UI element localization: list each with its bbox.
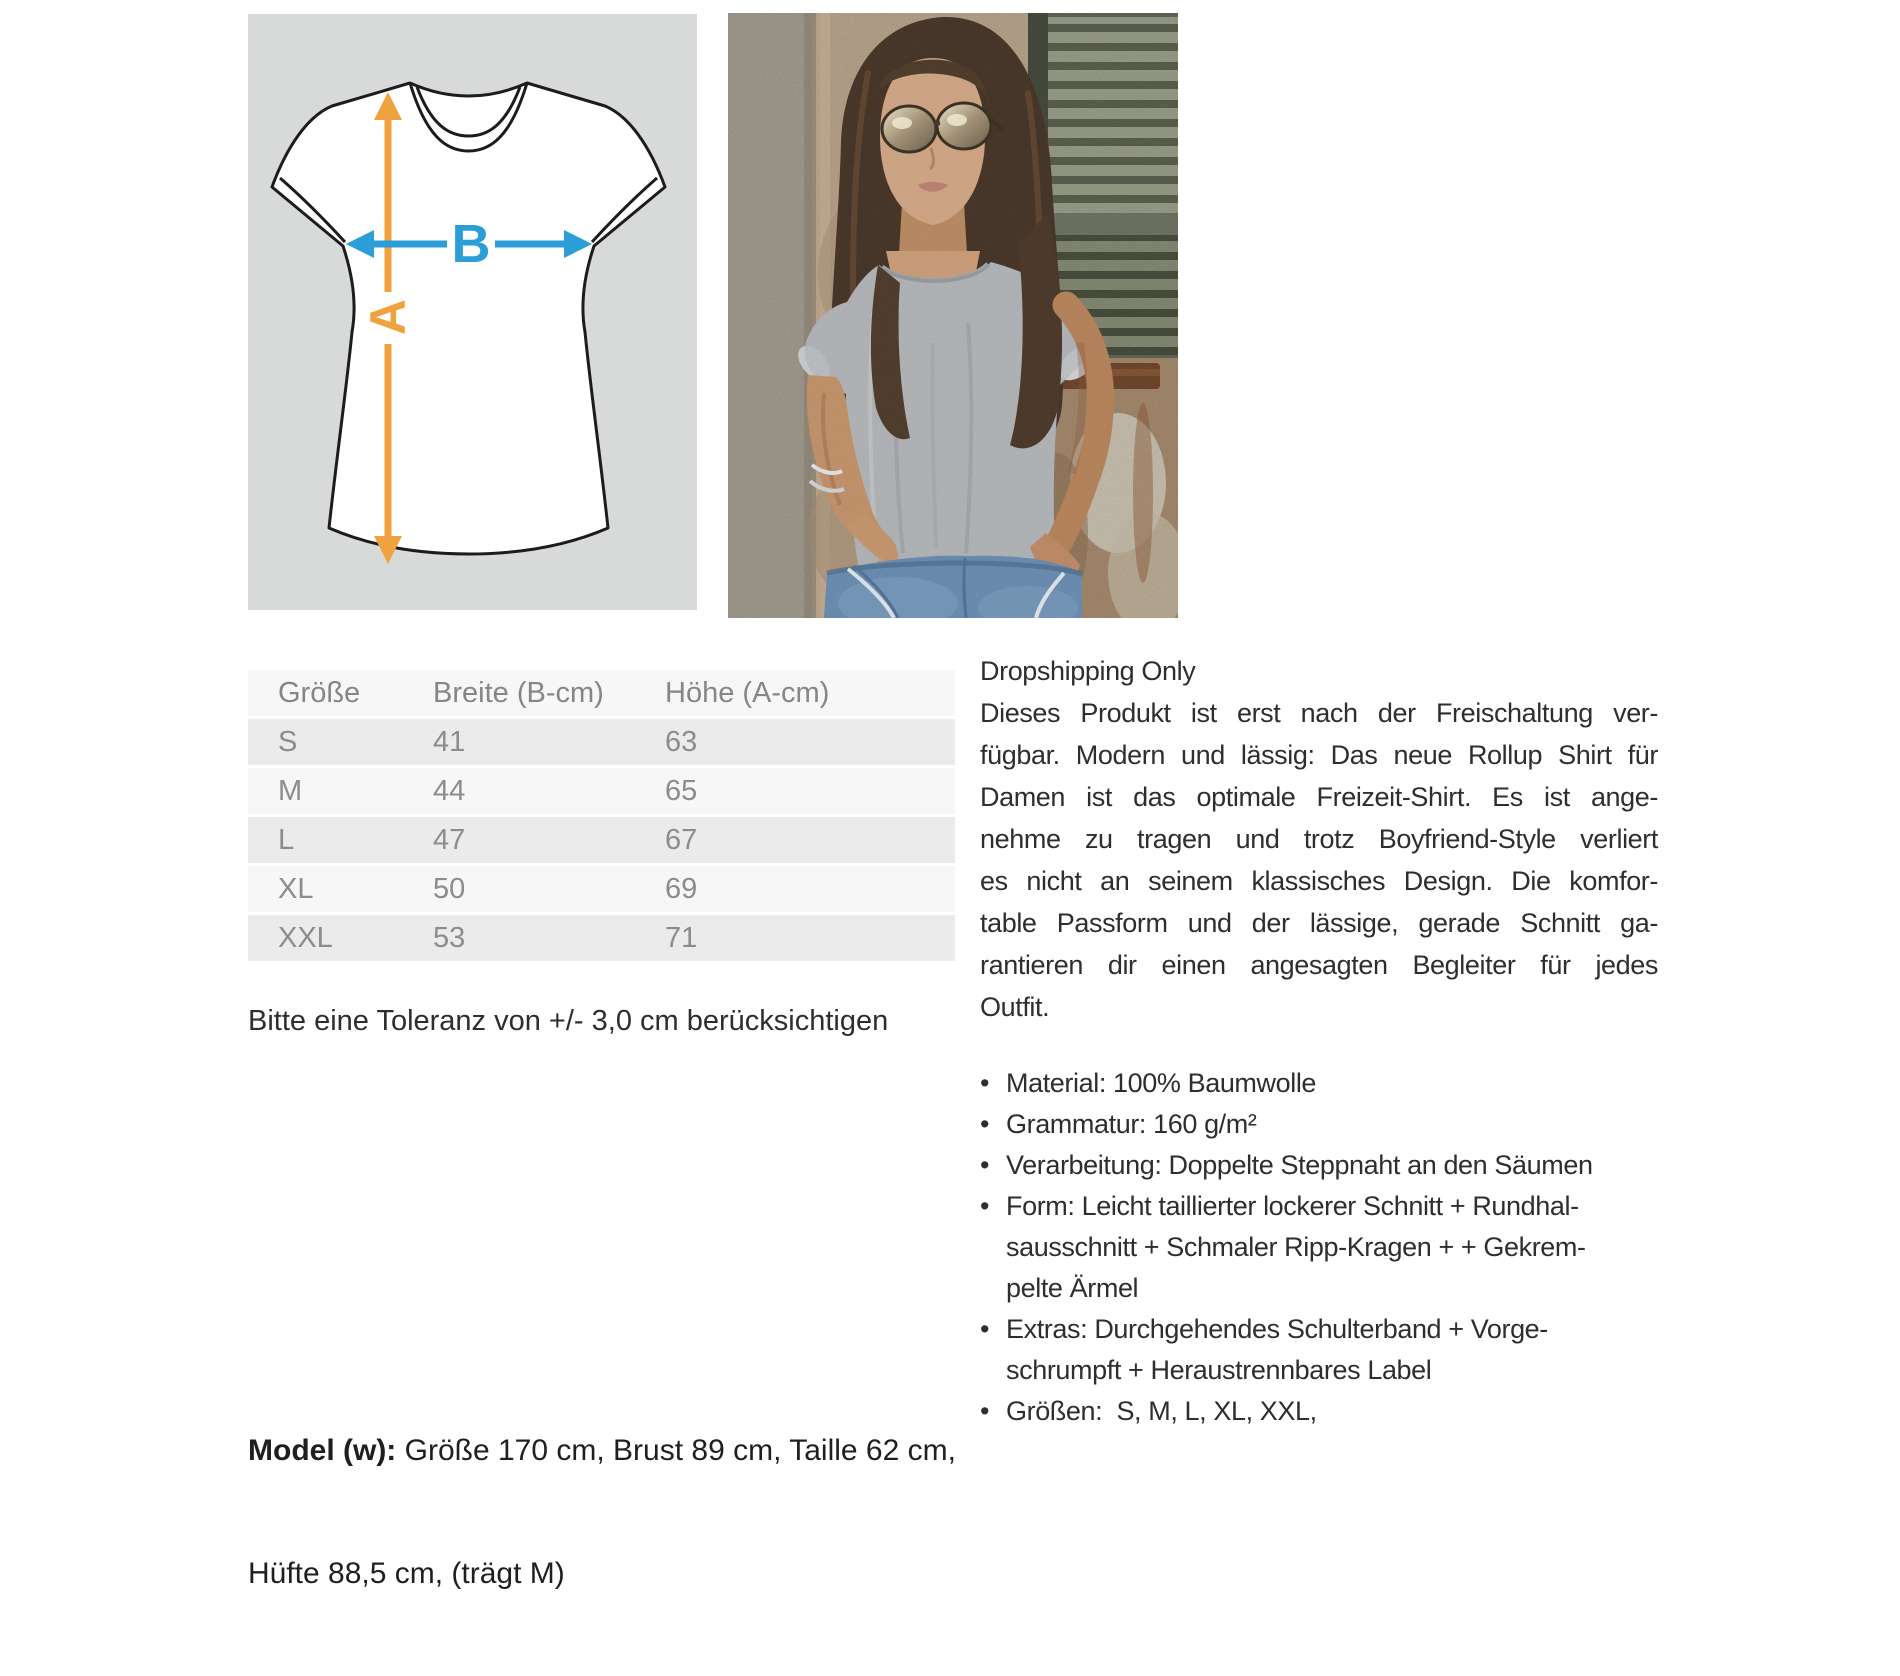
- bullet-item: [980, 1063, 1658, 1104]
- bullet-item: [980, 1391, 1658, 1432]
- cell-size: M: [278, 775, 303, 807]
- bullet-item-continuation: [980, 1227, 1658, 1268]
- bullet-item-continuation: [980, 1268, 1658, 1309]
- cell-width: 50: [433, 873, 466, 905]
- measure-label-a: A: [360, 298, 416, 336]
- col-header-height: Höhe (A-cm): [665, 677, 830, 709]
- table-row-l: [248, 817, 955, 863]
- bullet-text: pelte Ärmel: [1006, 1273, 1139, 1303]
- cell-size: L: [278, 824, 295, 856]
- measure-label-b: B: [451, 214, 491, 274]
- size-table: [248, 670, 955, 964]
- bullet-marker: •: [980, 1150, 990, 1180]
- bullet-text: sausschnitt + Schmaler Ripp-Kragen + + Gekrem-: [1006, 1232, 1586, 1262]
- product-description: [980, 650, 1658, 1432]
- bullet-text: Grammatur: 160 g/m²: [1006, 1109, 1257, 1139]
- table-row-s: [248, 719, 955, 765]
- description-paragraph: [980, 692, 1658, 1028]
- tshirt-outline: [272, 83, 665, 554]
- feature-bullet-list: [980, 1063, 1658, 1432]
- cell-height: 69: [665, 873, 698, 905]
- model-measurements-note: [248, 1348, 956, 1676]
- size-table-header-row: [248, 670, 955, 716]
- paragraph-line: rantieren dir einen angesagten Begleiter für jedes: [980, 950, 1658, 980]
- bullet-text: Extras: Durchgehendes Schulterband + Vorge-: [1006, 1314, 1548, 1344]
- bullet-item: [980, 1309, 1658, 1350]
- paragraph-line: fügbar. Modern und lässig: Das neue Rollup Shirt für: [980, 740, 1658, 770]
- description-heading: Dropshipping Only: [980, 656, 1196, 686]
- model-note-line2: Hüfte 88,5 cm, (trägt M): [248, 1557, 565, 1590]
- bullet-item: [980, 1186, 1658, 1227]
- bullet-text: Größen: S, M, L, XL, XXL,: [1006, 1396, 1317, 1426]
- tshirt-diagram-svg: [248, 14, 697, 610]
- bullet-text: Verarbeitung: Doppelte Steppnaht an den Säumen: [1006, 1150, 1593, 1180]
- paragraph-line: es nicht an seinem klassisches Design. Die komfor-: [980, 866, 1658, 896]
- bullet-text: schrumpft + Heraustrennbares Label: [1006, 1355, 1432, 1385]
- cell-height: 65: [665, 775, 698, 807]
- tolerance-note: Bitte eine Toleranz von +/- 3,0 cm berücksichtigen: [248, 1005, 889, 1037]
- paragraph-line: Damen ist das optimale Freizeit-Shirt. Es ist ange-: [980, 782, 1658, 812]
- cell-size: S: [278, 726, 298, 758]
- model-note-line1: [248, 1430, 956, 1471]
- paragraph-line: table Passform und der lässige, gerade Schnitt ga-: [980, 908, 1658, 938]
- col-header-size: Größe: [278, 677, 361, 709]
- cell-height: 67: [665, 824, 698, 856]
- paragraph-line: nehme zu tragen und trotz Boyfriend-Style verliert: [980, 824, 1658, 854]
- cell-width: 53: [433, 922, 466, 954]
- model-photo: [728, 13, 1178, 618]
- model-note-label: Model (w):: [248, 1434, 397, 1467]
- bullet-item: [980, 1145, 1658, 1186]
- bullet-text: Form: Leicht taillierter lockerer Schnitt + Rundhal-: [1006, 1191, 1579, 1221]
- bullet-marker: •: [980, 1191, 990, 1221]
- tshirt-measure-diagram: [248, 14, 697, 610]
- bullet-item-continuation: [980, 1350, 1658, 1391]
- bullet-marker: •: [980, 1314, 990, 1344]
- cell-height: 63: [665, 726, 698, 758]
- cell-width: 47: [433, 824, 466, 856]
- cell-width: 41: [433, 726, 466, 758]
- bullet-text: Material: 100% Baumwolle: [1006, 1068, 1317, 1098]
- paragraph-line: Dieses Produkt ist erst nach der Freischaltung ver-: [980, 698, 1658, 728]
- bullet-marker: •: [980, 1396, 990, 1426]
- model-photo-svg: [728, 13, 1178, 618]
- bullet-marker: •: [980, 1068, 990, 1098]
- table-row-xxl: [248, 915, 955, 961]
- bullet-item: [980, 1104, 1658, 1145]
- cell-size: XXL: [278, 922, 333, 954]
- bullet-marker: •: [980, 1109, 990, 1139]
- cell-height: 71: [665, 922, 698, 954]
- paragraph-line: Outfit.: [980, 992, 1050, 1022]
- model-note-rest: Größe 170 cm, Brust 89 cm, Taille 62 cm,: [396, 1434, 956, 1467]
- cell-size: XL: [278, 873, 314, 905]
- table-row-m: [248, 768, 955, 814]
- cell-width: 44: [433, 775, 466, 807]
- col-header-width: Breite (B-cm): [433, 677, 604, 709]
- table-row-xl: [248, 866, 955, 912]
